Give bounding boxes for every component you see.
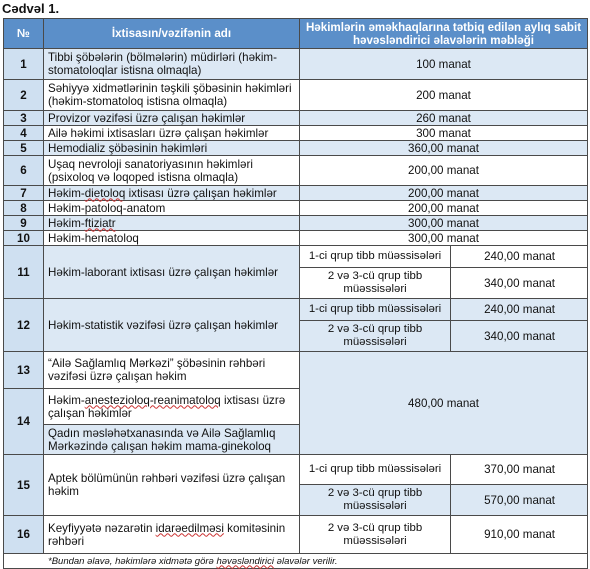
row-amount-group-23: 340,00 manat <box>451 268 588 299</box>
table-row <box>4 156 588 186</box>
row-number: 11 <box>4 246 44 299</box>
row-number: 7 <box>4 186 44 201</box>
footnote-text: həvəsləndirici <box>216 555 275 567</box>
table-row <box>4 299 588 321</box>
row-amount: 300 manat <box>300 126 588 141</box>
row-name: Aptek bölümünün rəhbəri vəzifəsi üzrə çalışan həkim <box>44 455 300 516</box>
header-number: № <box>4 19 44 49</box>
row-name-text: dietoloq <box>84 186 126 200</box>
footnote-text: əlavələr verilir. <box>274 555 338 567</box>
footnote <box>4 554 588 569</box>
group-1-label: 1-ci qrup tibb müəssisələri <box>300 299 451 321</box>
row-name: Həkim-laborant ixtisası üzrə çalışan həkimlər <box>44 246 300 299</box>
footnote-row <box>4 554 588 569</box>
row-amount: 200,00 manat <box>300 201 588 216</box>
row-amount-group-23: 570,00 manat <box>451 485 588 516</box>
row-number: 10 <box>4 231 44 246</box>
row-name: Həkim-statistik vəzifəsi üzrə çalışan həkimlər <box>44 299 300 352</box>
row-name: Səhiyyə xidmətlərinin təşkili şöbəsinin həkimləri (həkim-stomatoloq istisna olmaqla) <box>44 80 300 111</box>
table-row <box>4 49 588 80</box>
table-row <box>4 216 588 231</box>
table-row <box>4 516 588 554</box>
table-row <box>4 246 588 268</box>
table-caption: Cədvəl 1. <box>2 1 60 16</box>
row-amount-group-1: 240,00 manat <box>451 299 588 321</box>
row-amount: 200,00 manat <box>300 186 588 201</box>
row-name: Ailə həkimi ixtisasları üzrə çalışan həkimlər <box>44 126 300 141</box>
bonus-table <box>3 18 588 569</box>
row-number: 16 <box>4 516 44 554</box>
row-number: 6 <box>4 156 44 186</box>
row-number: 2 <box>4 80 44 111</box>
row-name <box>44 516 300 554</box>
footnote-text: *Bundan əlavə, həkimlərə xidmətə görə <box>48 555 217 567</box>
row-name: “Ailə Sağlamlıq Mərkəzi” şöbəsinin rəhbəri vəzifəsi üzrə çalışan həkim <box>44 352 300 389</box>
table-row <box>4 231 588 246</box>
row-amount-group-1: 240,00 manat <box>451 246 588 268</box>
row-number: 4 <box>4 126 44 141</box>
row-name-text: ixtisası üzrə çalışan həkimlər <box>125 186 277 200</box>
row-number: 12 <box>4 299 44 352</box>
table-row <box>4 80 588 111</box>
row-number: 3 <box>4 111 44 126</box>
row-name: Hemodializ şöbəsinin həkimləri <box>44 141 300 156</box>
row-amount: 360,00 manat <box>300 141 588 156</box>
header-row <box>4 19 588 49</box>
row-amount: 300,00 manat <box>300 216 588 231</box>
table-row <box>4 455 588 485</box>
row-amount: 300,00 manat <box>300 231 588 246</box>
row-number: 8 <box>4 201 44 216</box>
group-1-label: 1-ci qrup tibb müəssisələri <box>300 455 451 485</box>
group-1-label: 1-ci qrup tibb müəssisələri <box>300 246 451 268</box>
row-number: 13 <box>4 352 44 389</box>
row-name <box>44 216 300 231</box>
row-amount: 480,00 manat <box>300 352 588 455</box>
row-name: Həkim-hematoloq <box>44 231 300 246</box>
row-number: 14 <box>4 389 44 455</box>
row-name-text: Həkim- <box>48 393 85 407</box>
table-row <box>4 126 588 141</box>
group-23-label: 2 və 3-cü qrup tibb müəssisələri <box>300 485 451 516</box>
row-name-text: ftiziatr <box>84 216 116 230</box>
row-amount-group-23: 910,00 manat <box>451 516 588 554</box>
row-name-text: Həkim- <box>48 216 85 230</box>
row-name-text: Keyfiyyətə nəzarətin <box>48 521 156 535</box>
table-row <box>4 186 588 201</box>
row-amount-group-1: 370,00 manat <box>451 455 588 485</box>
row-number: 5 <box>4 141 44 156</box>
table-row <box>4 201 588 216</box>
row-name-text: idarəedilməsi <box>155 521 224 535</box>
row-name: Tibbi şöbələrin (bölmələrin) müdirləri (həkim-stomatoloqlar istisna olmaqla) <box>44 49 300 80</box>
row-name: Həkim-patoloq-anatom <box>44 201 300 216</box>
row-name: Qadın məsləhətxanasında və Ailə Sağlamlıq Mərkəzində çalışan həkim mama-ginekoloq <box>44 425 300 455</box>
row-amount: 200 manat <box>300 80 588 111</box>
header-amount-text: Həkimlərin əməkhaqlarına tətbiq edilən aylıq sabit həvəsləndirici əlavələrin məbləği <box>305 20 582 47</box>
table-row <box>4 111 588 126</box>
row-number: 9 <box>4 216 44 231</box>
row-amount-group-23: 340,00 manat <box>451 321 588 352</box>
table-row <box>4 352 588 389</box>
row-name <box>44 389 300 425</box>
row-name: Provizor vəzifəsi üzrə çalışan həkimlər <box>44 111 300 126</box>
row-number: 15 <box>4 455 44 516</box>
row-name-text: komitəsinin rəhbəri <box>48 521 286 548</box>
row-amount: 260 manat <box>300 111 588 126</box>
row-name-text: anestezioloq-reanimatoloq <box>84 393 221 407</box>
table-row <box>4 141 588 156</box>
header-name: İxtisasın/vəzifənin adı <box>44 19 300 49</box>
row-name <box>44 186 300 201</box>
group-23-label: 2 və 3-cü qrup tibb müəssisələri <box>300 516 451 554</box>
row-amount: 200,00 manat <box>300 156 588 186</box>
header-amount <box>300 19 588 49</box>
row-number: 1 <box>4 49 44 80</box>
row-amount: 100 manat <box>300 49 588 80</box>
row-name-text: Həkim- <box>48 186 85 200</box>
group-23-label: 2 və 3-cü qrup tibb müəssisələri <box>300 321 451 352</box>
row-name: Uşaq nevroloji sanatoriyasının həkimləri (psixoloq və loqoped istisna olmaqla) <box>44 156 300 186</box>
row-name-text: ixtisası üzrə çalışan həkimlər <box>48 393 286 420</box>
group-23-label: 2 və 3-cü qrup tibb müəssisələri <box>300 268 451 299</box>
